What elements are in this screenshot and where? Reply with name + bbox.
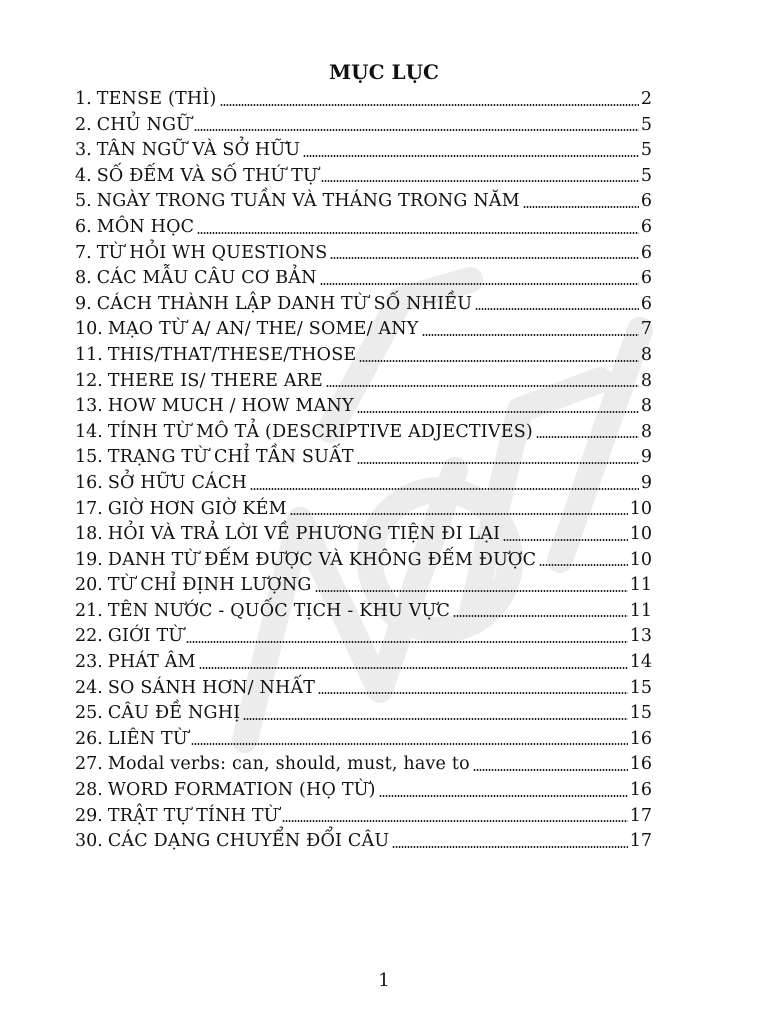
toc-entry-page: 8 [640,421,652,442]
toc-entry[interactable] [75,420,652,446]
toc-entry-number: 11. [75,344,103,365]
toc-entry-label: GIỜ HƠN GIỜ KÉM [107,498,287,519]
toc-entry-number: 28. [75,780,103,801]
toc-entry-label: TỪ CHỈ ĐỊNH LƯỢNG [107,575,312,596]
toc-entry[interactable] [75,241,652,267]
toc-entry-label: TRẠNG TỪ CHỈ TẦN SUẤT [107,447,354,468]
toc-entry-label: THERE IS/ THERE ARE [107,370,324,391]
toc-entry[interactable] [75,701,652,727]
toc-entry-page: 10 [629,524,652,545]
toc-entry-number: 13. [75,396,103,417]
toc-dot-leader [379,795,628,797]
toc-entry[interactable] [75,727,652,753]
toc-entry-number: 7. [75,242,92,263]
toc-entry-label: CÁCH THÀNH LẬP DANH TỪ SỐ NHIỀU [96,293,473,314]
toc-entry-label: LIÊN TỪ [107,728,188,749]
toc-entry-label: DANH TỪ ĐẾM ĐƯỢC VÀ KHÔNG ĐẾM ĐƯỢC [107,549,537,570]
toc-entry-number: 29. [75,805,103,826]
toc-dot-leader [321,180,639,182]
toc-entry-number: 9. [75,293,92,314]
toc-entry[interactable] [75,752,652,778]
toc-entry-page: 16 [629,780,652,801]
toc-dot-leader [503,539,627,541]
toc-entry-label: SỐ ĐẾM VÀ SỐ THỨ TỰ [96,165,318,186]
toc-entry-label: CÁC DẠNG CHUYỂN ĐỔI CÂU [107,831,390,852]
toc-entry[interactable] [75,266,652,292]
toc-entry-number: 23. [75,652,103,673]
toc-dot-leader [250,488,639,490]
toc-entry-label: TENSE (THÌ) [96,89,217,109]
toc-entry-page: 8 [640,344,652,365]
toc-entry[interactable] [75,292,652,318]
toc-dot-leader [191,743,628,745]
toc-entry-page: 8 [640,370,652,391]
toc-entry[interactable] [75,778,652,804]
toc-entry[interactable] [75,189,652,215]
toc-entry-number: 5. [75,191,92,212]
toc-entry-label: WORD FORMATION (HỌ TỪ) [107,780,376,801]
toc-dot-leader [330,257,638,259]
toc-entry-number: 21. [75,600,103,621]
toc-dot-leader [220,104,639,106]
toc-entry-number: 16. [75,472,103,493]
toc-entry[interactable] [75,445,652,471]
toc-entry-label: SO SÁNH HƠN/ NHẤT [107,677,316,698]
toc-dot-leader [315,590,628,592]
toc-entry-page: 2 [640,89,652,109]
toc-dot-leader [536,436,639,438]
toc-entry-number: 1. [75,89,92,109]
toc-entry[interactable] [75,497,652,523]
toc-entry-label: HỎI VÀ TRẢ LỜI VỀ PHƯƠNG TIỆN ĐI LẠI [107,524,501,545]
toc-entry-number: 17. [75,498,103,519]
toc-dot-leader [318,692,628,694]
toc-entry-number: 2. [75,114,92,135]
toc-entry-number: 6. [75,216,92,237]
toc-entry-label: TÂN NGỮ VÀ SỞ HỮU [96,140,301,161]
toc-entry-page: 16 [629,728,652,749]
toc-entry-label: Modal verbs: can, should, must, have to [107,754,470,775]
toc-dot-leader [199,667,628,669]
toc-entry[interactable] [75,369,652,395]
toc-entry-page: 6 [640,191,652,212]
toc-entry[interactable] [75,87,652,113]
toc-entry[interactable] [75,215,652,241]
toc-entry[interactable] [75,343,652,369]
toc-entry-page: 9 [640,447,652,468]
toc-entry-number: 8. [75,268,92,289]
toc-entry-page: 5 [640,140,652,161]
toc-entry[interactable] [75,522,652,548]
toc-entry[interactable] [75,804,652,830]
toc-entry-label: CÂU ĐỀ NGHỊ [107,703,241,724]
toc-entry-number: 25. [75,703,103,724]
toc-dot-leader [539,564,628,566]
toc-entry-number: 10. [75,319,103,340]
toc-entry-label: MÔN HỌC [96,216,195,237]
toc-dot-leader [523,206,639,208]
toc-entry-number: 27. [75,754,103,775]
toc-dot-leader [197,232,639,234]
toc-entry-page: 15 [629,677,652,698]
toc-entry[interactable] [75,164,652,190]
toc-entry[interactable] [75,471,652,497]
toc-entry-number: 20. [75,575,103,596]
toc-entry-page: 17 [629,805,652,826]
toc-entry-page: 10 [629,549,652,570]
toc-entry[interactable] [75,573,652,599]
toc-entry-label: TRẬT TỰ TÍNH TỪ [107,805,279,826]
toc-entry-label: MẠO TỪ A/ AN/ THE/ SOME/ ANY [107,319,419,340]
toc-entry-page: 10 [629,498,652,519]
toc-dot-leader [475,308,639,310]
toc-entry[interactable] [75,394,652,420]
toc-dot-leader [243,718,627,720]
toc-entry-number: 3. [75,140,92,161]
toc-entry-page: 13 [629,626,652,647]
toc-entry-number: 18. [75,524,103,545]
toc-dot-leader [357,462,639,464]
toc-entry-label: CÁC MẪU CÂU CƠ BẢN [96,268,317,289]
toc-entry-page: 17 [629,831,652,852]
toc-dot-leader [392,846,627,848]
toc-entry-page: 11 [629,600,652,621]
toc-entry[interactable] [75,624,652,650]
toc-entry-label: SỞ HỮU CÁCH [107,472,247,493]
toc-entry[interactable] [75,138,652,164]
toc-entry-label: THIS/THAT/THESE/THOSE [107,344,357,365]
toc-entry[interactable] [75,317,652,343]
toc-entry-page: 6 [640,268,652,289]
toc-entry-page: 9 [640,472,652,493]
toc-entry-label: TỪ HỎI WH QUESTIONS [96,242,328,263]
toc-entry[interactable] [75,829,652,855]
toc-dot-leader [473,769,628,771]
toc-dot-leader [422,334,639,336]
toc-entry-number: 4. [75,165,92,186]
toc-entry-number: 24. [75,677,103,698]
toc-entry-page: 16 [629,754,652,775]
toc-entry-label: GIỚI TỪ [107,626,184,647]
toc-entry-number: 12. [75,370,103,391]
toc-dot-leader [290,513,628,515]
toc-entry-number: 22. [75,626,103,647]
toc-entry-page: 11 [629,575,652,596]
toc-entry-label: HOW MUCH / HOW MANY [107,396,354,417]
toc-entry-label: CHỦ NGỮ [96,114,192,135]
toc-dot-leader [282,820,628,822]
toc-dot-leader [186,641,627,643]
toc-entry-number: 14. [75,421,103,442]
toc-entry-page: 6 [640,216,652,237]
toc-dot-leader [357,411,639,413]
toc-title: MỤC LỤC [329,60,439,84]
toc-dot-leader [453,615,628,617]
toc-entry-page: 6 [640,293,652,314]
toc-entry-label: PHÁT ÂM [107,652,196,673]
toc-dot-leader [194,129,639,131]
toc-entry-page: 7 [640,319,652,340]
toc-entry-page: 5 [640,114,652,135]
toc-entry[interactable] [75,599,652,625]
toc-entry-number: 19. [75,549,103,570]
toc-entry-page: 5 [640,165,652,186]
toc-list [75,87,652,855]
toc-entry-label: TÊN NƯỚC - QUỐC TỊCH - KHU VỰC [107,600,451,621]
toc-dot-leader [303,155,639,157]
toc-dot-leader [359,360,638,362]
toc-entry-number: 26. [75,728,103,749]
toc-dot-leader [326,385,639,387]
toc-entry-label: TÍNH TỪ MÔ TẢ (DESCRIPTIVE ADJECTIVES) [107,421,533,442]
toc-entry-number: 30. [75,831,103,852]
page-number: 1 [378,970,390,991]
toc-entry-page: 6 [640,242,652,263]
toc-entry-page: 15 [629,703,652,724]
toc-entry-page: 8 [640,396,652,417]
toc-entry[interactable] [75,113,652,139]
toc-entry[interactable] [75,676,652,702]
toc-entry[interactable] [75,650,652,676]
toc-entry-label: NGÀY TRONG TUẦN VÀ THÁNG TRONG NĂM [96,191,520,212]
toc-entry[interactable] [75,548,652,574]
toc-dot-leader [320,283,639,285]
toc-entry-number: 15. [75,447,103,468]
toc-entry-page: 14 [629,652,652,673]
